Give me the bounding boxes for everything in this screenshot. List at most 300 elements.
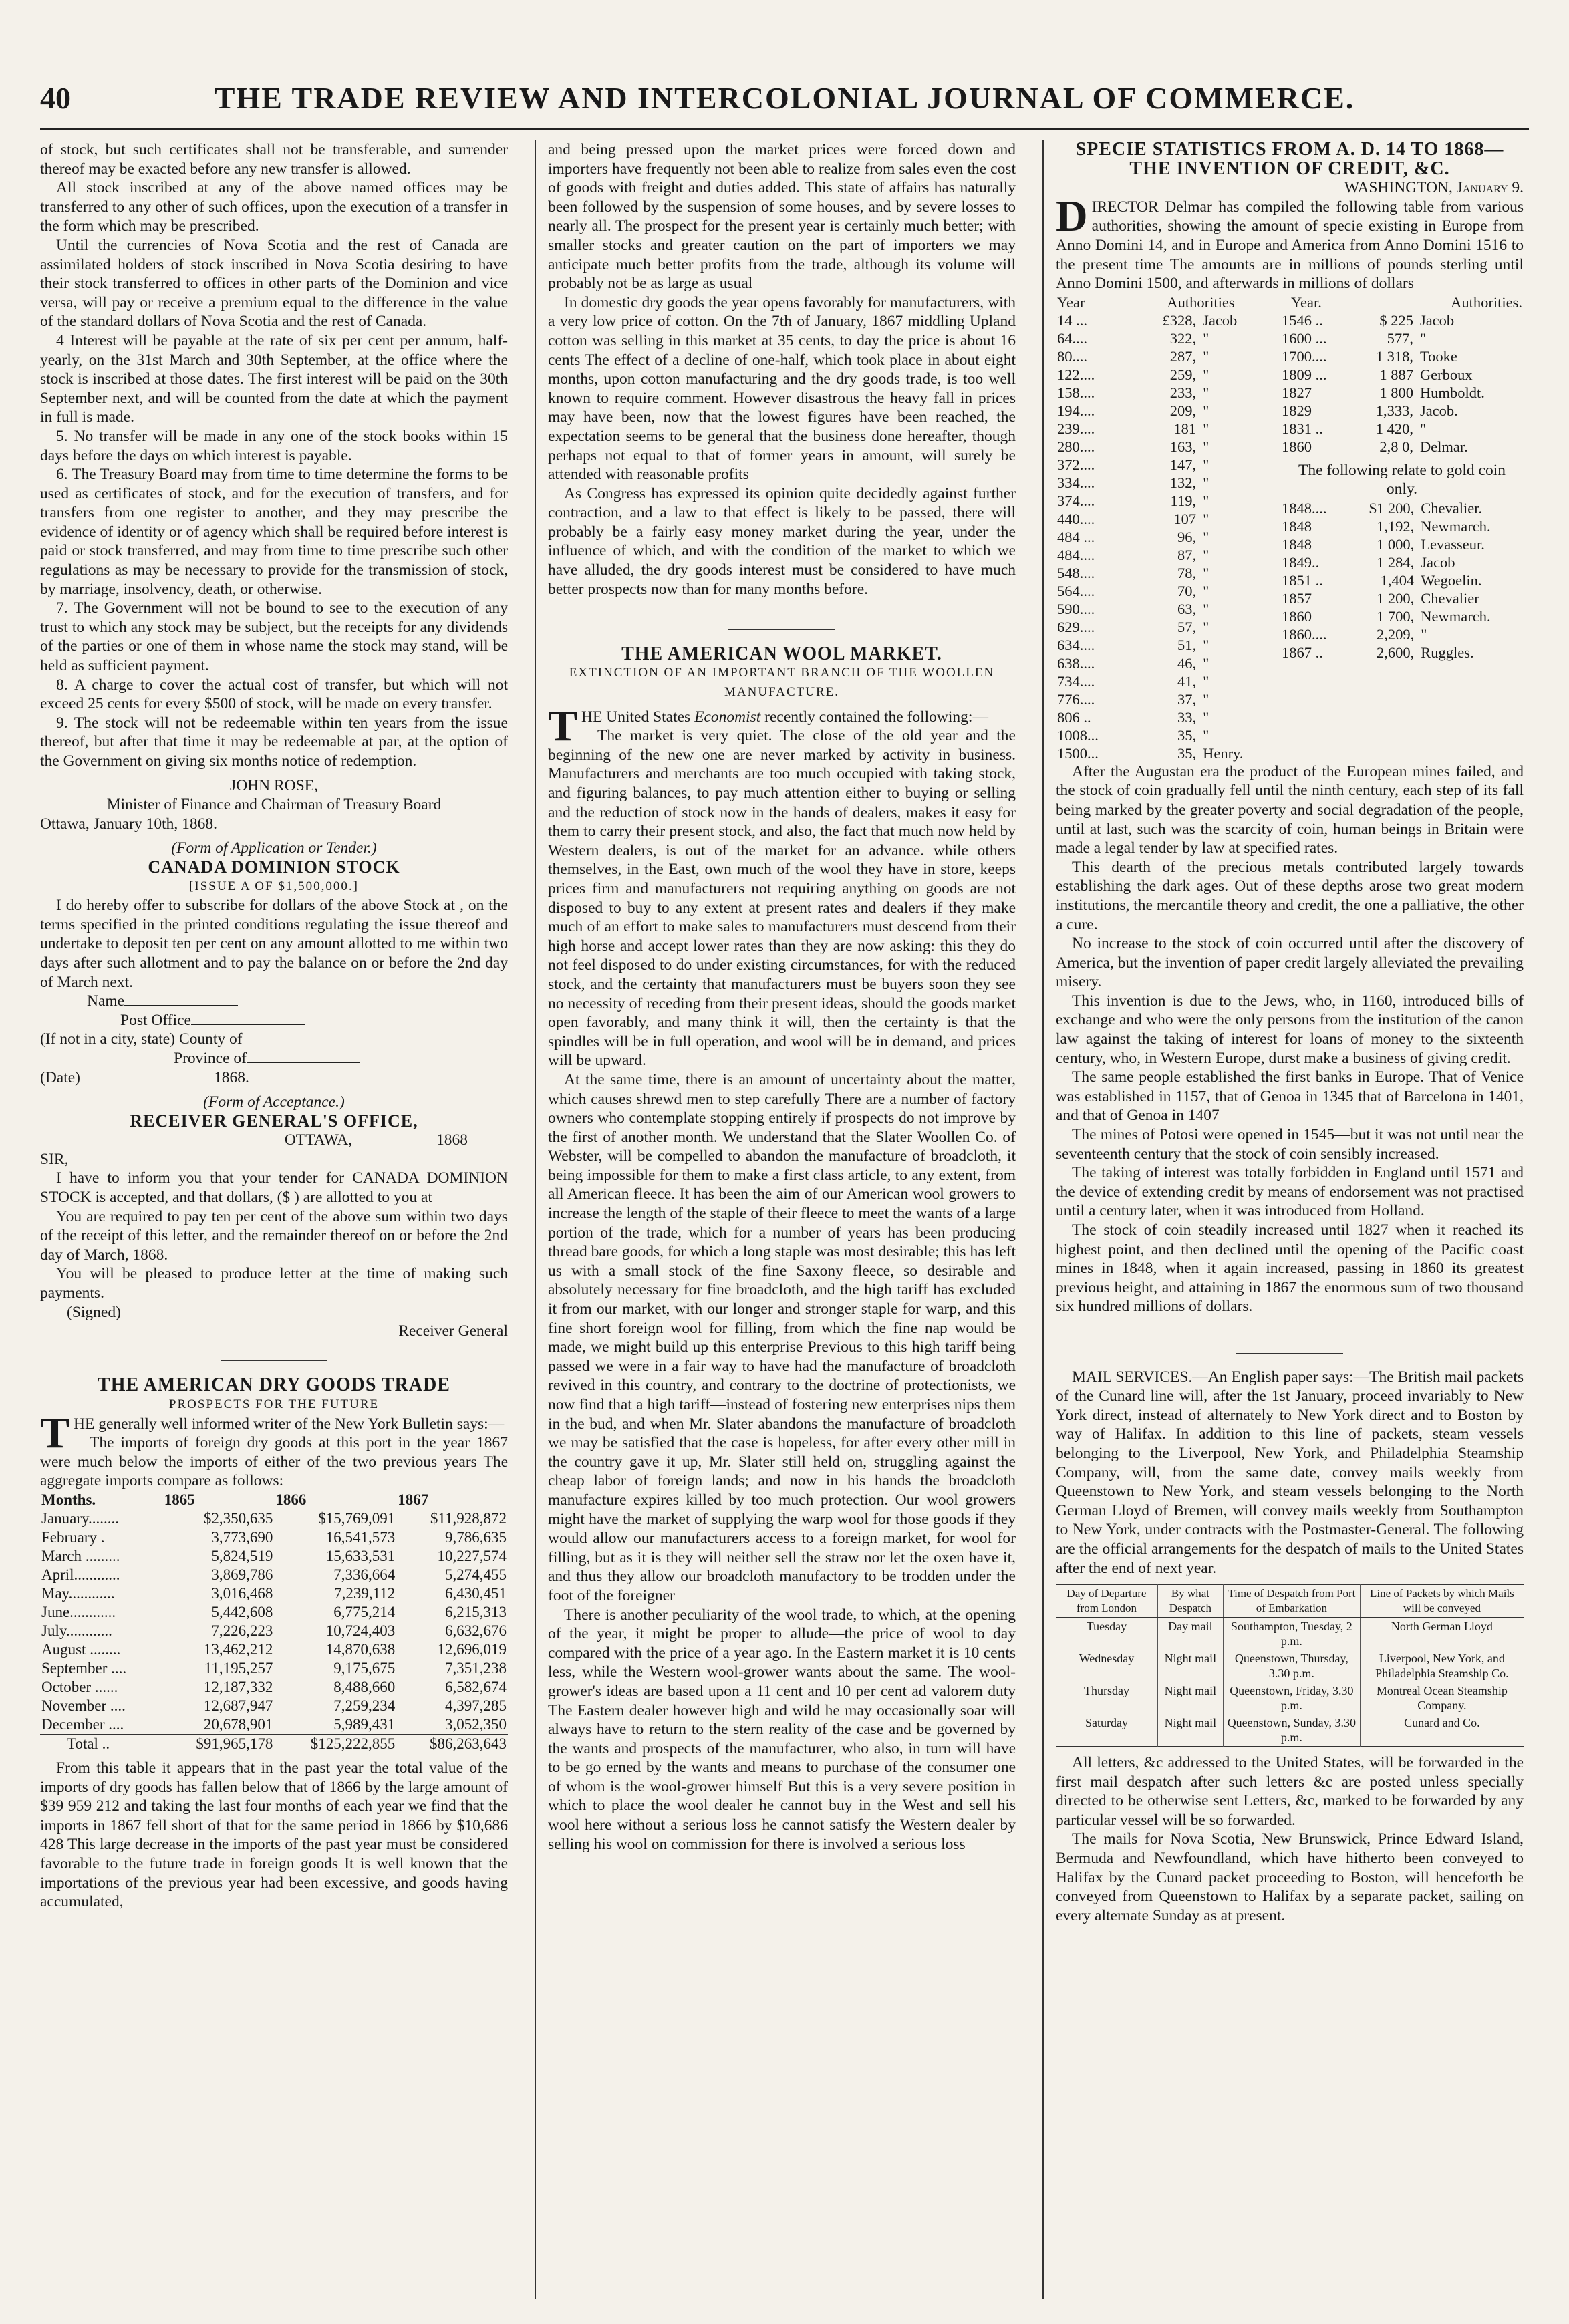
table-cell: 1 284, (1377, 553, 1415, 571)
table-cell: " (1203, 474, 1209, 491)
table-header-row (40, 1491, 508, 1509)
table-row (1056, 1714, 1524, 1747)
table-cell: July............ (41, 1622, 112, 1639)
form-signed: (Signed) (67, 1303, 121, 1321)
table-cell: Levasseur. (1421, 535, 1485, 553)
form-acceptance-title: (Form of Acceptance.) (203, 1093, 345, 1111)
table-cell: 1600 ... (1282, 329, 1327, 347)
table-cell: $86,263,643 (396, 1734, 508, 1753)
table-cell: " (1203, 329, 1209, 347)
table-cell: 14 ... (1057, 311, 1087, 329)
table-row (1056, 510, 1280, 528)
page-header (40, 80, 1529, 120)
table-cell: April............ (41, 1566, 120, 1583)
table-row (1280, 438, 1524, 456)
paragraph: and being pressed upon the market prices were forced down and importers have frequently not been able to realize from sales even the cost of goods with freight and duties added. This state of affairs has naturally been followed by the suspension of some houses, and by severe losses to nearly all. The prospect for the present year is certainly much better; with smaller stocks and greater caution on the part of importers we may anticipate much better profits from the trade, although its volume will probably not be as large as usual (548, 141, 1016, 293)
paragraph: The mines of Potosi were opened in 1545—but it was not until near the seventeenth century that the stock of coin sensibly increased. (1056, 1126, 1524, 1163)
table-cell: 10,724,403 (325, 1622, 396, 1639)
table-cell: 7,351,238 (445, 1659, 507, 1677)
table-cell: 9,175,675 (333, 1659, 396, 1677)
table-cell: 5,824,519 (211, 1547, 273, 1564)
paragraph: The same people established the first banks in Europe. That of Venice was established in 1157, that of Genoa in 1345 that of Barcelona in 1401, and that of Genoa in 1407 (1056, 1068, 1524, 1125)
table-row (1056, 582, 1280, 600)
table-cell: 3,052,350 (445, 1715, 507, 1733)
table-cell: 181 (1173, 420, 1197, 437)
table-cell: Jacob (1421, 553, 1455, 571)
table-row (1056, 708, 1280, 726)
table-cell: 239.... (1057, 420, 1095, 437)
table-row (1280, 402, 1524, 420)
paragraph: I have to inform you that your tender for CANADA DOMINION STOCK is accepted, and that dollars, ($ ) are allotted to you at (40, 1169, 508, 1207)
section-heading-dry-goods: THE AMERICAN DRY GOODS TRADE (98, 1374, 450, 1396)
table-header-row (1056, 1585, 1524, 1618)
table-cell: 7,226,223 (211, 1622, 273, 1639)
table-row (40, 1640, 508, 1659)
table-cell: 12,696,019 (437, 1640, 507, 1658)
table-cell: Tooke (1419, 347, 1457, 365)
table-cell: " (1203, 708, 1209, 726)
table-row (40, 1678, 508, 1697)
table-cell: 1 420, (1375, 420, 1413, 437)
paragraph: The market is very quiet. The close of the old year and the beginning of the new one are never marked by activity in business. Manufacturers and merchants are too much occupied with taking stock, and figuring balances, to pay much attention either to buying or selling and the reduction of stock now in the hands of dealers, makes it easy for them to carry their present stock, and also, the fact that much now held by Western dealers, is out of the market for an advance. while others themselves, in the East, own much of the wool they have in store, keeps prices firm and manufacturers not requiring anything on goods are not disposed to buy to any extent at present rates and dealers if they make much of an effort to make sales to manufacturers must descend from their high horse and accept lower rates than they are now asking: this they do not feel disposed to do under existing circumstances, for with the reduced stock, and the certainty that manufacturers must be buyers soon they see no necessity of receding from their present ideas, should the goods market open favorably, and many think it will, then the certainty is that the spindles will be in full operation, and wool will be in demand, and prices will be upward. (548, 727, 1016, 1070)
table-cell: " (1203, 438, 1209, 455)
table-cell: 107 (1173, 510, 1197, 527)
table-cell: 41, (1177, 672, 1197, 690)
form-application-title: (Form of Application or Tender.) (171, 839, 377, 857)
section-divider (1056, 1343, 1524, 1362)
table-cell: 322, (1169, 329, 1197, 347)
table-cell: " (1203, 546, 1209, 563)
table-cell: June............ (41, 1603, 116, 1620)
table-cell: 33, (1177, 708, 1197, 726)
paragraph: All stock inscribed at any of the above named offices may be transferred to any other of such offices, upon the execution of a transfer in the form which may be prescribed. (40, 179, 508, 235)
table-cell: 287, (1169, 347, 1197, 365)
table-cell: 1 887 (1379, 366, 1413, 383)
table-cell: 13,462,212 (203, 1640, 273, 1658)
table-row (1056, 420, 1280, 438)
table-cell: " (1419, 329, 1427, 347)
table-row (40, 1509, 508, 1528)
table-cell: Delmar. (1419, 438, 1468, 455)
table-row (40, 1528, 508, 1547)
table-cell: October ...... (41, 1678, 118, 1695)
table-cell: 1809 ... (1282, 366, 1327, 383)
section-divider (548, 619, 1016, 638)
table-cell: 35, (1177, 744, 1197, 762)
specie-table (1056, 293, 1524, 762)
table-cell: 548.... (1057, 564, 1095, 581)
table-cell: 2,8 0, (1379, 438, 1413, 455)
page-title: THE TRADE REVIEW AND INTERCOLONIAL JOURNAL OF COMMERCE. (214, 81, 1355, 115)
column-right (1056, 140, 1524, 2299)
table-cell: 12,187,332 (203, 1678, 273, 1695)
table-cell: 1 800 (1379, 384, 1413, 401)
table-header: Year. (1291, 293, 1322, 311)
table-cell: North German Lloyd (1391, 1620, 1493, 1634)
table-cell: " (1203, 672, 1209, 690)
column-left (40, 140, 508, 2299)
table-cell: 46, (1177, 654, 1197, 672)
table-cell: 2,209, (1377, 625, 1415, 643)
table-cell: $11,928,872 (430, 1509, 507, 1527)
signature-title: Minister of Finance and Chairman of Treasury Board (106, 796, 442, 814)
form-name-line: Name (40, 992, 508, 1011)
table-cell: 629.... (1057, 618, 1095, 635)
table-cell: Humboldt. (1419, 384, 1485, 401)
table-cell: Night mail (1157, 1682, 1223, 1714)
table-row (1056, 672, 1280, 690)
paragraph: No increase to the stock of coin occurred until after the discovery of America, but the invention of paper credit largely alleviated the prevailing misery. (1056, 935, 1524, 991)
table-cell: 440.... (1057, 510, 1095, 527)
table-cell: Newmarch. (1421, 607, 1491, 625)
paragraph: You are required to pay ten per cent of the above sum within two days of the receipt of this letter, and the remainder thereof on or before the 2nd day of March, 1868. (40, 1207, 508, 1264)
table-cell: " (1203, 690, 1209, 708)
table-row (1056, 726, 1280, 744)
table-cell: 147, (1169, 456, 1197, 473)
table-cell: Chevalier (1421, 589, 1479, 607)
table-cell: 6,430,451 (445, 1584, 507, 1602)
table-row (1280, 329, 1524, 347)
paragraph: In domestic dry goods the year opens favorably for manufacturers, with a very low price of cotton. On the 7th of January, 1867 middling Upland cotton was selling in this market at 35 cents, to day the price is about 16 cents The effect of a decline of one-half, which took place in about eight months, upon cotton manufacturing and the dry goods trade, is too well known to require comment. However disastrous the heavy fall in prices may have been, now that the lowest figures have been reached, the expectation seems to be general that the business done hereafter, though perhaps not equal to that of former years in amount, will surely be attended with reasonable profits (548, 293, 1016, 484)
table-cell: Chevalier. (1421, 499, 1483, 517)
table-cell: 64.... (1057, 329, 1087, 347)
table-cell: $2,350,635 (203, 1509, 273, 1527)
drop-cap: D (1056, 191, 1088, 241)
paragraph: As Congress has expressed its opinion quite decidedly against further contraction, and a law to that effect is likely to be passed, there will probably be a fairly easy money market during the year, under the influence of which, and with the condition of the market to which we have alluded, the dry goods interest must be considered to have much better prospects now than for many months before. (548, 484, 1016, 598)
paragraph: This invention is due to the Jews, who, in 1160, introduced bills of exchange and who were the only persons from the institution of the canon law against the taking of interest for loans of money to the sixteenth century, who, in Western Europe, durst make a business of giving credit. (1056, 992, 1524, 1067)
table-cell: 63, (1177, 600, 1197, 617)
table-cell: 1831 .. (1282, 420, 1323, 437)
table-cell: Cunard and Co. (1404, 1716, 1480, 1730)
table-row (1280, 589, 1524, 607)
section-subheading: EXTINCTION OF AN IMPORTANT BRANCH OF THE WOOLLEN MANUFACTURE. (569, 666, 995, 700)
table-row (1280, 607, 1524, 625)
table-cell: 1 700, (1377, 607, 1415, 625)
paragraph: 4 Interest will be payable at the rate of six per cent per annum, half-yearly, on the 31st March and 30th September, at the office where the stock is inscribed at those dates. The first interest will be paid on the 30th September next, and will be counted from the date at which the payment in full is made. (40, 331, 508, 426)
table-cell: " (1421, 625, 1427, 643)
table-cell: 4,397,285 (445, 1697, 507, 1714)
table-cell: " (1203, 402, 1209, 419)
table-cell: " (1203, 366, 1209, 383)
table-cell: 1829 (1282, 402, 1312, 419)
paragraph: From this table it appears that in the past year the total value of the imports of dry goods has fallen below that of 1866 by the large amount of $39 959 212 and taking the last four months of each year we find that the imports in 1867 fell short of that for the same period in 1866 by $10,686 428 This large decrease in the imports of the past year must be considered favorable to the future trade in foreign goods It is well known that the importations of the previous year had been excessive, and goods having accumulated, (40, 1759, 508, 1911)
specie-left-table (1056, 311, 1280, 762)
table-cell: 87, (1177, 546, 1197, 563)
table-row (1280, 420, 1524, 438)
table-cell: 1860.... (1282, 625, 1327, 643)
table-cell: Thursday (1056, 1682, 1157, 1714)
table-header: Authorities (1167, 293, 1235, 311)
table-header: 1865 (164, 1491, 195, 1508)
table-row (1056, 402, 1280, 420)
table-cell: Jacob. (1419, 402, 1458, 419)
table-cell: £328, (1162, 311, 1197, 329)
table-cell: 233, (1169, 384, 1197, 401)
table-cell: 5,274,455 (445, 1566, 507, 1583)
table-cell: " (1203, 528, 1209, 545)
table-cell: Montreal Ocean Steamship Company. (1376, 1684, 1508, 1713)
table-cell: Queenstown, Friday, 3.30 p.m. (1223, 1682, 1360, 1714)
table-cell: $ 225 (1379, 311, 1413, 329)
form-county-line: (If not in a city, state) County of (40, 1030, 243, 1048)
page-number: 40 (40, 81, 71, 115)
signature-name: JOHN ROSE, (230, 776, 318, 794)
table-cell: 119, (1170, 492, 1197, 509)
table-header: Months. (41, 1491, 96, 1508)
column-middle (548, 140, 1016, 2299)
table-cell: 1857 (1282, 589, 1312, 607)
table-cell: " (1203, 600, 1209, 617)
table-cell: 484 ... (1057, 528, 1095, 545)
paragraph: All letters, &c addressed to the United States, will be forwarded in the first mail despatch after such letters &c are posted unless specially directed to be otherwise sent Letters, &c, marked to be forwarded by any particular vessel will be so forwarded. (1056, 1754, 1524, 1829)
table-body (1056, 1618, 1524, 1747)
table-cell: Night mail (1157, 1714, 1223, 1747)
table-cell: January........ (41, 1509, 120, 1527)
table-row (1056, 347, 1280, 366)
table-cell: 638.... (1057, 654, 1095, 672)
table-cell: " (1203, 582, 1209, 599)
table-cell: March ......... (41, 1547, 120, 1564)
table-header: 1867 (398, 1491, 429, 1508)
table-cell: " (1203, 618, 1209, 635)
table-row (40, 1547, 508, 1566)
paragraph: The imports of foreign dry goods at this port in the year 1867 were much below the imports of either of the two previous years The aggregate imports compare as follows: (40, 1434, 508, 1490)
table-cell: 1867 .. (1282, 643, 1323, 661)
table-body (40, 1509, 508, 1735)
table-cell: Newmarch. (1421, 517, 1491, 535)
imports-table (40, 1491, 508, 1753)
table-row (1056, 311, 1280, 329)
table-cell: 1008... (1057, 726, 1099, 744)
table-cell: 1848.... (1282, 499, 1327, 517)
paragraph: MAIL SERVICES.—An English paper says:—The British mail packets of the Cunard line will, after the 1st January, proceed invariably to New York direct, instead of alternately to New York direct and to Boston by way of Halifax. In addition to this line of packets, steam vessels belonging to the Liverpool, New York, and Philadelphia Steamship Company, will, from the same date, convey mails weekly from Queenstown to New York, and steam vessels belonging to the North German Lloyd of Bremen, will convey mails weekly from Southampton to New York, under contracts with the Postmaster-General. The following are the official arrangements for the despatch of mails to the United States after the end of next year. (1056, 1368, 1524, 1577)
table-cell: " (1203, 636, 1209, 653)
table-cell: 163, (1169, 438, 1197, 455)
table-row (40, 1697, 508, 1715)
table-cell: " (1419, 420, 1427, 437)
table-row (1056, 456, 1280, 474)
table-cell: August ........ (41, 1640, 121, 1658)
table-cell: 122.... (1057, 366, 1095, 383)
paragraph: At the same time, there is an amount of uncertainty about the matter, which causes shrewd men to step carefully There are a number of factory owners who contemplate stopping entirely if prospects do not improve by the first of another month. We understand that the Slater Woollen Co. of Webster, will be compelled to abandon the manufacture of broadcloth, it being impossible for them to make a first class article, to any extent, from all American fleece. It has been the aim of our American wool growers to increase the length of the staple of their fleece to meet the wants of a large portion of the trade, which for a number of years has been producing thread bare goods, for which a long staple was most desirable; this has left us with a small stock of the fine Saxony fleece, so desirable and absolutely necessary for fine broadcloth, and the high tariff has excluded it from our market, with our longer and stronger staple for warp, and this fine short foreign wool for filling, from which the fine nap would be made, we might build up this enterprise Previous to this high tariff being passed we were in a fair way to have had the manufacture of broadcloth revived in this country, and contrary to the doctrine of protectionists, we now find that a high tariff—instead of fostering new enterprises nips them in the bud, and when Mr. Slater abandons the manufacture of broadcloth we may be satisfied that the case is hopeless, for after every other mill in the country gave it up, Mr. Slater still held on, struggling against the cheap labor of foreign lands; and now in his hands the broadcloth manufacture expires killed by too much protection. Our wool growers might have the market of supplying the warp wool for those goods if they would allow our manufacturers access to a foreign market, for wool for filling, but as it is they will neither sell the straw nor let the oxen have it, and thus they allow our broadcloth manufactory to be trodden under the foot of the foreigner (548, 1070, 1016, 1604)
table-cell: 1860 (1282, 607, 1312, 625)
table-cell: Liverpool, New York, and Philadelphia Steamship Co. (1375, 1652, 1509, 1681)
signature-date: Ottawa, January 10th, 1868. (40, 815, 217, 833)
table-cell: 2,600, (1377, 643, 1415, 661)
table-row (40, 1584, 508, 1603)
form-acceptance-salutation: SIR, (40, 1150, 69, 1168)
table-cell: 1860 (1282, 438, 1312, 455)
section-divider (40, 1350, 508, 1370)
table-row (1280, 311, 1524, 329)
table-cell: $125,222,855 (274, 1734, 396, 1753)
gold-table (1280, 499, 1524, 662)
table-cell: 1848 (1282, 535, 1312, 553)
table-cell: " (1203, 456, 1209, 473)
table-cell: 14,870,638 (325, 1640, 396, 1658)
drop-cap: T (548, 701, 578, 750)
table-row (1056, 744, 1280, 762)
table-row (1280, 384, 1524, 402)
table-cell: 12,687,947 (203, 1697, 273, 1714)
table-cell: 7,336,664 (333, 1566, 396, 1583)
paragraph: There is another peculiarity of the wool trade, to which, at the opening of the year, it might be proper to allude—the price of wool to day compared with the price of a year ago. In the Eastern market it is 10 cents less, while the Western wool-grower wants about the same. The wool-grower's ideas are based upon a 11 cent and 10 per cent ad valorem duty The Eastern dealer however high and wild he may occasionally soar will always have to return to the stern reality of the case and be governed by the wants and prospects of the manufacturer, who also, in turn will have to be go erned by the wants and means to purchase of the consumer one of whom is the wool-grower himself But this is a very severe position in which to place the wool dealer he cannot buy in the West and sell his wool here without a serious loss he cannot satisfy the Western dealer by selling his wool on commission for there is involved a serious loss (548, 1606, 1016, 1853)
table-cell: 5,989,431 (333, 1715, 396, 1733)
specie-note: The following relate to gold coin only. (1298, 461, 1506, 498)
table-header: Year (1057, 293, 1085, 311)
table-header: Day of Departure from London (1056, 1585, 1157, 1618)
form-acceptance-place: OTTAWA, 1868 (284, 1131, 468, 1149)
table-cell: 1 200, (1377, 589, 1415, 607)
form-receiver: Receiver General (398, 1322, 508, 1340)
table-cell: 7,239,112 (334, 1584, 396, 1602)
table-cell: 564.... (1057, 582, 1095, 599)
paragraph: 5. No transfer will be made in any one of the stock books within 15 days before the days on which interest is payable. (40, 427, 508, 464)
table-cell: 6,775,214 (333, 1603, 396, 1620)
table-cell: 484.... (1057, 546, 1095, 563)
table-row (40, 1603, 508, 1622)
table-row (1056, 618, 1280, 636)
table-row (40, 1715, 508, 1735)
table-cell: 1827 (1282, 384, 1312, 401)
table-cell: 1700.... (1282, 347, 1327, 365)
table-cell: 5,442,608 (211, 1603, 273, 1620)
paragraph: The stock of coin steadily increased until 1827 when it reached its highest point, and then declined until the opening of the Pacific coast mines in 1848, when it again increased, passing in 1860 its greatest previous height, and attaining in 1867 the enormous sum of two thousand six hundred millions of dollars. (1056, 1221, 1524, 1316)
table-cell: 9,786,635 (445, 1528, 507, 1546)
mail-table (1056, 1584, 1524, 1747)
drop-cap: T (40, 1408, 70, 1457)
table-cell: " (1203, 510, 1209, 527)
table-cell: 259, (1169, 366, 1197, 383)
table-cell: 1849.. (1282, 553, 1320, 571)
table-row (1056, 366, 1280, 384)
table-cell: " (1203, 564, 1209, 581)
form-date-line: (Date) 1868. (40, 1068, 249, 1086)
table-cell: " (1203, 726, 1209, 744)
table-cell: Queenstown, Sunday, 3.30 p.m. (1223, 1714, 1360, 1747)
table-cell: Wednesday (1056, 1650, 1157, 1682)
table-cell: 6,632,676 (445, 1622, 507, 1639)
table-cell: 16,541,573 (325, 1528, 396, 1546)
table-row (1056, 1650, 1524, 1682)
table-cell: 372.... (1057, 456, 1095, 473)
table-cell: 51, (1177, 636, 1197, 653)
table-row (1280, 643, 1524, 662)
table-cell: $1 200, (1369, 499, 1415, 517)
column-divider (535, 140, 536, 2299)
specie-right-table (1280, 311, 1524, 456)
table-cell: 70, (1177, 582, 1197, 599)
table-total-row (40, 1734, 508, 1753)
table-cell: 1851 .. (1282, 571, 1323, 589)
table-cell: 334.... (1057, 474, 1095, 491)
table-cell: 37, (1177, 690, 1197, 708)
paragraph: You will be pleased to produce letter at the time of making such payments. (40, 1265, 508, 1302)
table-cell: 20,678,901 (203, 1715, 273, 1733)
table-cell: 7,259,234 (333, 1697, 396, 1714)
paragraph: This dearth of the precious metals contributed largely towards establishing the dark ages. Out of these depths arose two great modern institutions, the mercantile theory and credit, the one a palliative, the other a cure. (1056, 858, 1524, 933)
paragraph: of stock, but such certificates shall not be transferable, and surrender thereof may be exacted before any new transfer is allowed. (40, 141, 508, 178)
table-row (1056, 1618, 1524, 1650)
table-row (1056, 546, 1280, 564)
form-province-line: Province of (40, 1049, 508, 1068)
table-cell: 3,869,786 (211, 1566, 273, 1583)
table-header: 1866 (275, 1491, 307, 1508)
table-cell: 3,016,468 (211, 1584, 273, 1602)
table-cell: " (1203, 492, 1209, 509)
section-heading-wool: THE AMERICAN WOOL MARKET. (621, 643, 942, 664)
table-cell: Night mail (1157, 1650, 1223, 1682)
table-cell: May............ (41, 1584, 115, 1602)
table-cell: " (1203, 347, 1209, 365)
table-cell: Gerboux (1419, 366, 1473, 383)
table-cell: Jacob (1419, 311, 1455, 329)
table-cell: 806 .. (1057, 708, 1091, 726)
table-row (40, 1659, 508, 1678)
table-cell: Day mail (1157, 1618, 1223, 1650)
table-row (1280, 347, 1524, 366)
table-cell: 374.... (1057, 492, 1095, 509)
table-cell: 57, (1177, 618, 1197, 635)
table-cell: 132, (1169, 474, 1197, 491)
table-cell: November .... (41, 1697, 126, 1714)
table-row (40, 1566, 508, 1584)
table-cell: 35, (1177, 726, 1197, 744)
table-row (1056, 528, 1280, 546)
table-cell: 78, (1177, 564, 1197, 581)
table-cell: Tuesday (1056, 1618, 1157, 1650)
table-cell: 1,333, (1375, 402, 1413, 419)
form-application-heading: CANADA DOMINION STOCK (148, 857, 400, 877)
table-cell: 634.... (1057, 636, 1095, 653)
table-header: Authorities. (1451, 293, 1522, 311)
table-cell: 8,488,660 (333, 1678, 396, 1695)
paragraph: Until the currencies of Nova Scotia and the rest of Canada are assimilated holders of stock inscribed in Nova Scotia desiring to have their stock transferred to offices in other parts of the Dominion and vice versa, will pay or receive a premium equal to the difference in the value of the standard dollars of Nova Scotia and the rest of Canada. (40, 236, 508, 331)
table-row (1280, 366, 1524, 384)
table-row (1280, 571, 1524, 589)
paragraph: The taking of interest was totally forbidden in England until 1571 and the device of extending credit by means of endorsement was not practised until a century later, when it was introduced from Holland. (1056, 1164, 1524, 1220)
table-cell: 590.... (1057, 600, 1095, 617)
table-row (1056, 690, 1280, 708)
paragraph: After the Augustan era the product of the European mines failed, and the stock of coin gradually fell until the ninth century, each step of its fall being marked by the greater poverty and social degradation of the people, until at last, such was the scarcity of coin, human beings in Britain were made a legal tender by law at specified rates. (1056, 762, 1524, 857)
table-cell: 80.... (1057, 347, 1087, 365)
table-cell: Saturday (1056, 1714, 1157, 1747)
table-cell: 280.... (1057, 438, 1095, 455)
table-cell: 1 318, (1375, 347, 1413, 365)
table-cell: 1546 .. (1282, 311, 1323, 329)
table-row (1056, 600, 1280, 618)
table-cell: 6,215,313 (445, 1603, 507, 1620)
table-cell: $91,965,178 (163, 1734, 275, 1753)
table-cell: 11,195,257 (204, 1659, 273, 1677)
paragraph: The mails for Nova Scotia, New Brunswick, Prince Edward Island, Bermuda and Newfoundland, which have hitherto been conveyed to Halifax by the Cunard packet proceeding to Boston, will henceforth be conveyed from Queenstown to Halifax by a separate packet, sailing on every alternate Sunday as at present. (1056, 1830, 1524, 1924)
table-row (1280, 535, 1524, 553)
table-cell: 734.... (1057, 672, 1095, 690)
table-cell: Jacob (1203, 311, 1238, 329)
table-cell: " (1203, 420, 1209, 437)
column-divider (1042, 140, 1044, 2299)
table-cell: February . (41, 1528, 105, 1546)
table-cell: Southampton, Tuesday, 2 p.m. (1223, 1618, 1360, 1650)
form-acceptance-heading: RECEIVER GENERAL'S OFFICE, (130, 1111, 418, 1131)
table-row (1056, 384, 1280, 402)
table-row (1280, 553, 1524, 571)
table-cell: " (1203, 384, 1209, 401)
table-cell: $15,769,091 (318, 1509, 396, 1527)
table-cell: December .... (41, 1715, 124, 1733)
table-row (1056, 492, 1280, 510)
table-cell: Total .. (40, 1734, 163, 1753)
